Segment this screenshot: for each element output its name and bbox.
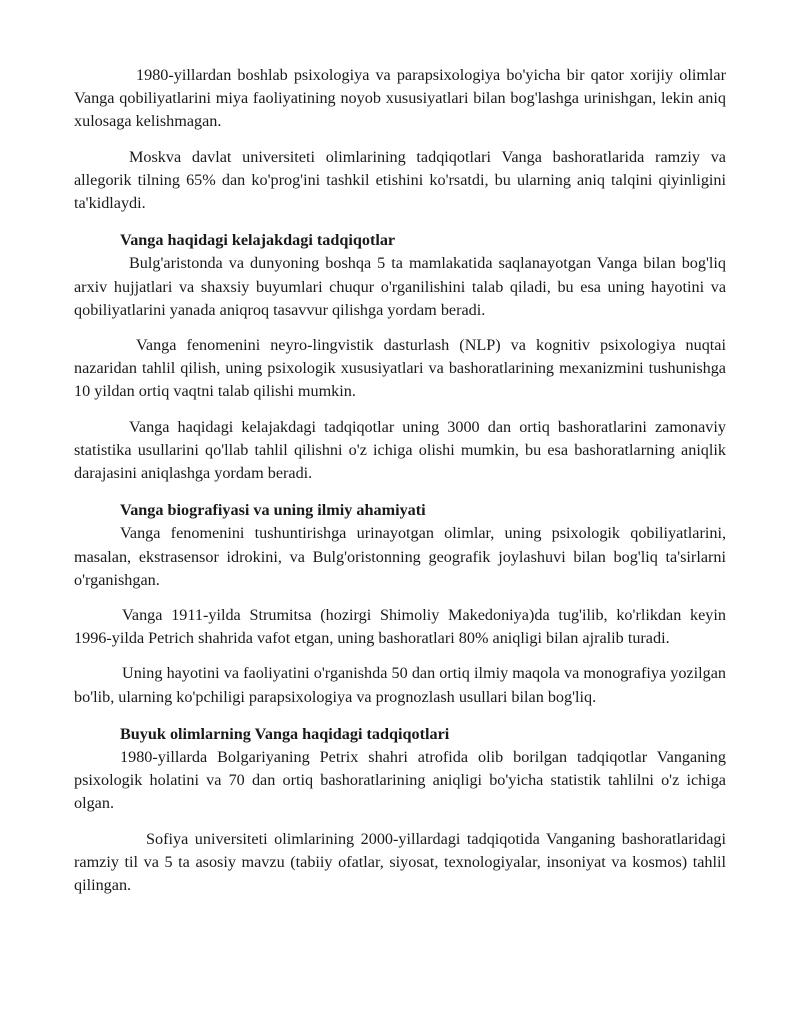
paragraph-8: Uning hayotini va faoliyatini o'rganishda 50 dan ortiq ilmiy maqola va monografiya yozilgan bo'lib, ularning ko'pchiligi parapsixologiya va prognozlash usullari bilan bog'liq. — [74, 664, 726, 706]
paragraph-6: Vanga fenomenini tushuntirishga urinayotgan olimlar, uning psixologik qobiliyatlarini, masalan, ekstrasensor idrokini, va Bulg'oristonning geografik joylashuvi bilan bog'liq ta'sirlarni o'rganishgan. — [74, 524, 726, 589]
section-heading-biography: Vanga biografiyasi va uning ilmiy ahamiyati — [120, 501, 426, 520]
paragraph-9: 1980-yillarda Bolgariyaning Petrix shahri atrofida olib borilgan tadqiqotlar Vanganing psixologik holatini va 70 dan ortiq bashoratlarining aniqligi bo'yicha statistik tahlilni o'z ichiga olgan. — [74, 748, 726, 813]
paragraph-1: 1980-yillardan boshlab psixologiya va parapsixologiya bo'yicha bir qator xorijiy olimlar Vanga qobiliyatlarini miya faoliyatining noyob xususiyatlari bilan bog'lashga urinishgan, lekin aniq xulosaga kelishmagan. — [74, 66, 726, 131]
document-page — [74, 64, 726, 897]
paragraph-10: Sofiya universiteti olimlarining 2000-yillardagi tadqiqotida Vanganing bashoratlaridagi ramziy til va 5 ta asosiy mavzu (tabiiy ofatlar, siyosat, texnologiyalar, insoniyat va kosmos) tahlil qilingan. — [74, 829, 726, 895]
section-heading-future-research: Vanga haqidagi kelajakdagi tadqiqotlar — [120, 231, 396, 250]
paragraph-3: Bulg'aristonda va dunyoning boshqa 5 ta mamlakatida saqlanayotgan Vanga bilan bog'liq arxiv hujjatlari va shaxsiy buyumlari chuqur o'rganilishini talab qiladi, bu esa uning hayotini va qobiliyatlarini yanada aniqroq tasavvur qilishga yordam beradi. — [74, 254, 726, 319]
paragraph-4: Vanga fenomenini neyro-lingvistik dasturlash (NLP) va kognitiv psixologiya nuqtai nazaridan tahlil qilish, uning psixologik xususiyatlari va bashoratlarining mexanizmini tushunishga 10 yildan ortiq vaqtni talab qilishi mumkin. — [74, 336, 726, 401]
paragraph-7: Vanga 1911-yilda Strumitsa (hozirgi Shimoliy Makedoniya)da tug'ilib, ko'rlikdan keyin 1996-yilda Petrich shahrida vafot etgan, uning bashoratlari 80% aniqligi bilan ajralib turadi. — [74, 606, 726, 648]
paragraph-2: Moskva davlat universiteti olimlarining tadqiqotlari Vanga bashoratlarida ramziy va allegorik tilning 65% dan ko'prog'ini tashkil etishini ko'rsatdi, bu ularning aniq talqini qiyinligini ta'kidlaydi. — [74, 147, 726, 213]
section-heading-great-scientists: Buyuk olimlarning Vanga haqidagi tadqiqotlari — [120, 724, 450, 743]
paragraph-5: Vanga haqidagi kelajakdagi tadqiqotlar uning 3000 dan ortiq bashoratlarini zamonaviy statistika usullarini qo'llab tahlil qilishni o'z ichiga olishi mumkin, bu esa bashoratlarning aniqlik darajasini aniqlashga yordam beradi. — [74, 417, 726, 483]
